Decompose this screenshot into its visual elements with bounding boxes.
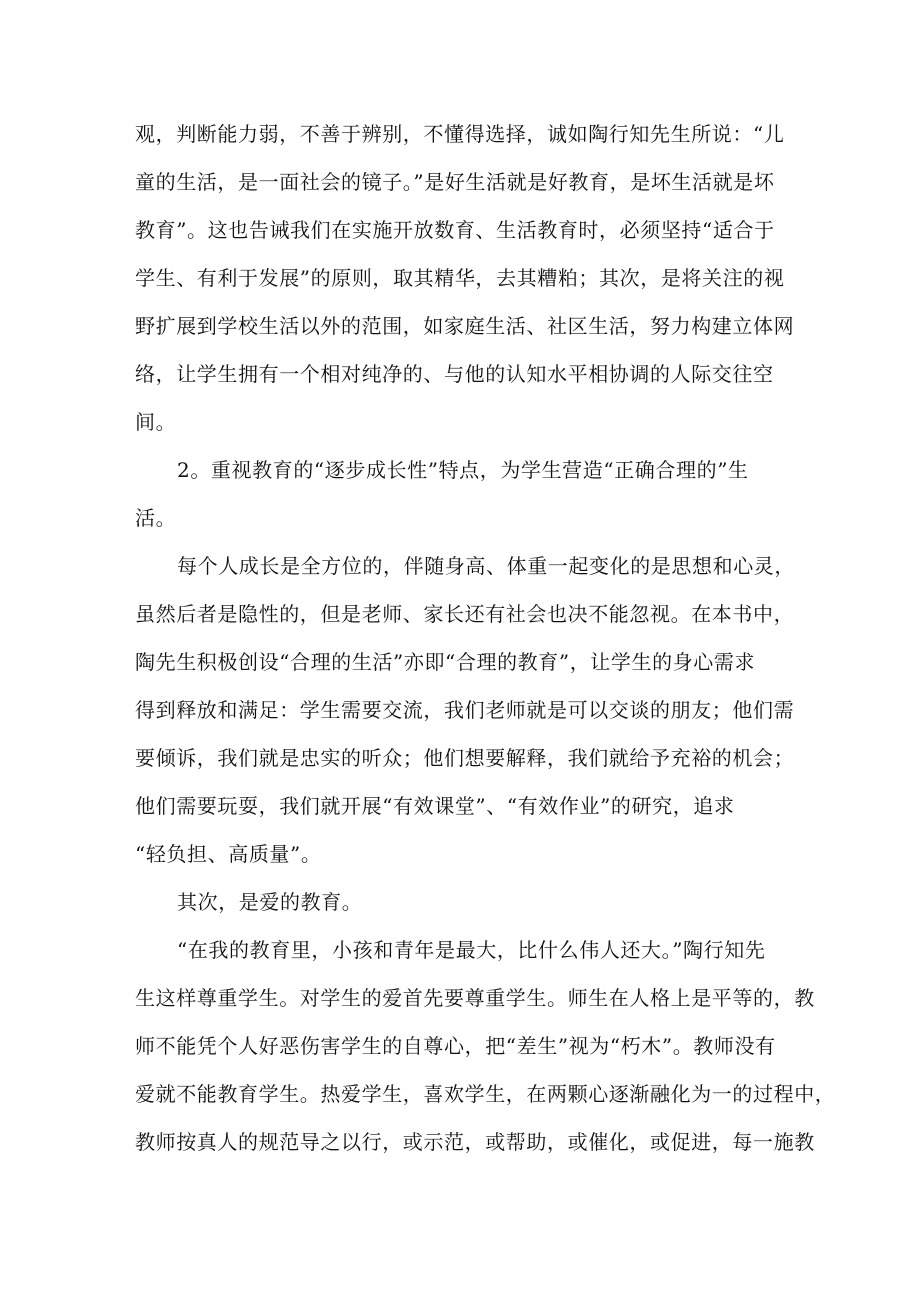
text-line-10: 每个人成长是全方位的，伴随身高、体重一起变化的是思想和心灵， xyxy=(177,554,795,578)
text-line-7: 间。 xyxy=(135,410,177,434)
text-line-18: “在我的教育里，小孩和青年是最大，比什么伟人还大。”陶行知先 xyxy=(177,938,766,962)
text-line-5: 野扩展到学校生活以外的范围，如家庭生活、社区生活，努力构建立体网 xyxy=(135,314,795,338)
text-line-12: 陶先生积极创设“合理的生活”亦即“合理的教育”，让学生的身心需求 xyxy=(135,650,756,674)
text-line-14: 要倾诉，我们就是忠实的听众；他们想要解释，我们就给予充裕的机会； xyxy=(135,746,795,770)
text-line-11: 虽然后者是隐性的，但是老师、家长还有社会也决不能忽视。在本书中， xyxy=(135,602,795,626)
text-line-17: 其次，是爱的教育。 xyxy=(177,890,363,914)
text-line-13: 得到释放和满足：学生需要交流，我们老师就是可以交谈的朋友；他们需 xyxy=(135,698,795,722)
text-line-21: 爱就不能教育学生。热爱学生，喜欢学生，在两颗心逐渐融化为一的过程中， xyxy=(135,1082,836,1106)
text-line-2: 童的生活，是一面社会的镜子。”是好生活就是好教育，是坏生活就是坏 xyxy=(135,170,775,194)
text-line-15: 他们需要玩耍，我们就开展“有效课堂”、“有效作业”的研究，追求 xyxy=(135,794,735,818)
section-heading-line-1: 2。重视教育的“逐步成长性”特点，为学生营造“正确合理的”生 xyxy=(177,458,749,482)
text-line-6: 络，让学生拥有一个相对纯净的、与他的认知水平相协调的人际交往空 xyxy=(135,362,774,386)
text-line-16: “轻负担、高质量”。 xyxy=(135,842,322,866)
text-line-1: 观，判断能力弱，不善于辨别，不懂得选择，诚如陶行知先生所说：“儿 xyxy=(135,122,785,146)
text-line-20: 师不能凭个人好恶伤害学生的自尊心，把“差生”视为“朽木”。教师没有 xyxy=(135,1034,776,1058)
text-line-22: 教师按真人的规范导之以行，或示范，或帮助，或催化，或促进，每一施教 xyxy=(135,1130,815,1154)
text-line-19: 生这样尊重学生。对学生的爱首先要尊重学生。师生在人格上是平等的，教 xyxy=(135,986,815,1010)
section-heading-line-2: 活。 xyxy=(135,506,177,530)
text-line-4: 学生、有利于发展”的原则，取其精华，去其糟粕；其次，是将关注的视 xyxy=(135,266,785,290)
document-body xyxy=(135,110,836,1166)
text-line-3: 教育”。这也告诫我们在实施开放数育、生活教育时，必须坚持“适合于 xyxy=(135,218,775,242)
